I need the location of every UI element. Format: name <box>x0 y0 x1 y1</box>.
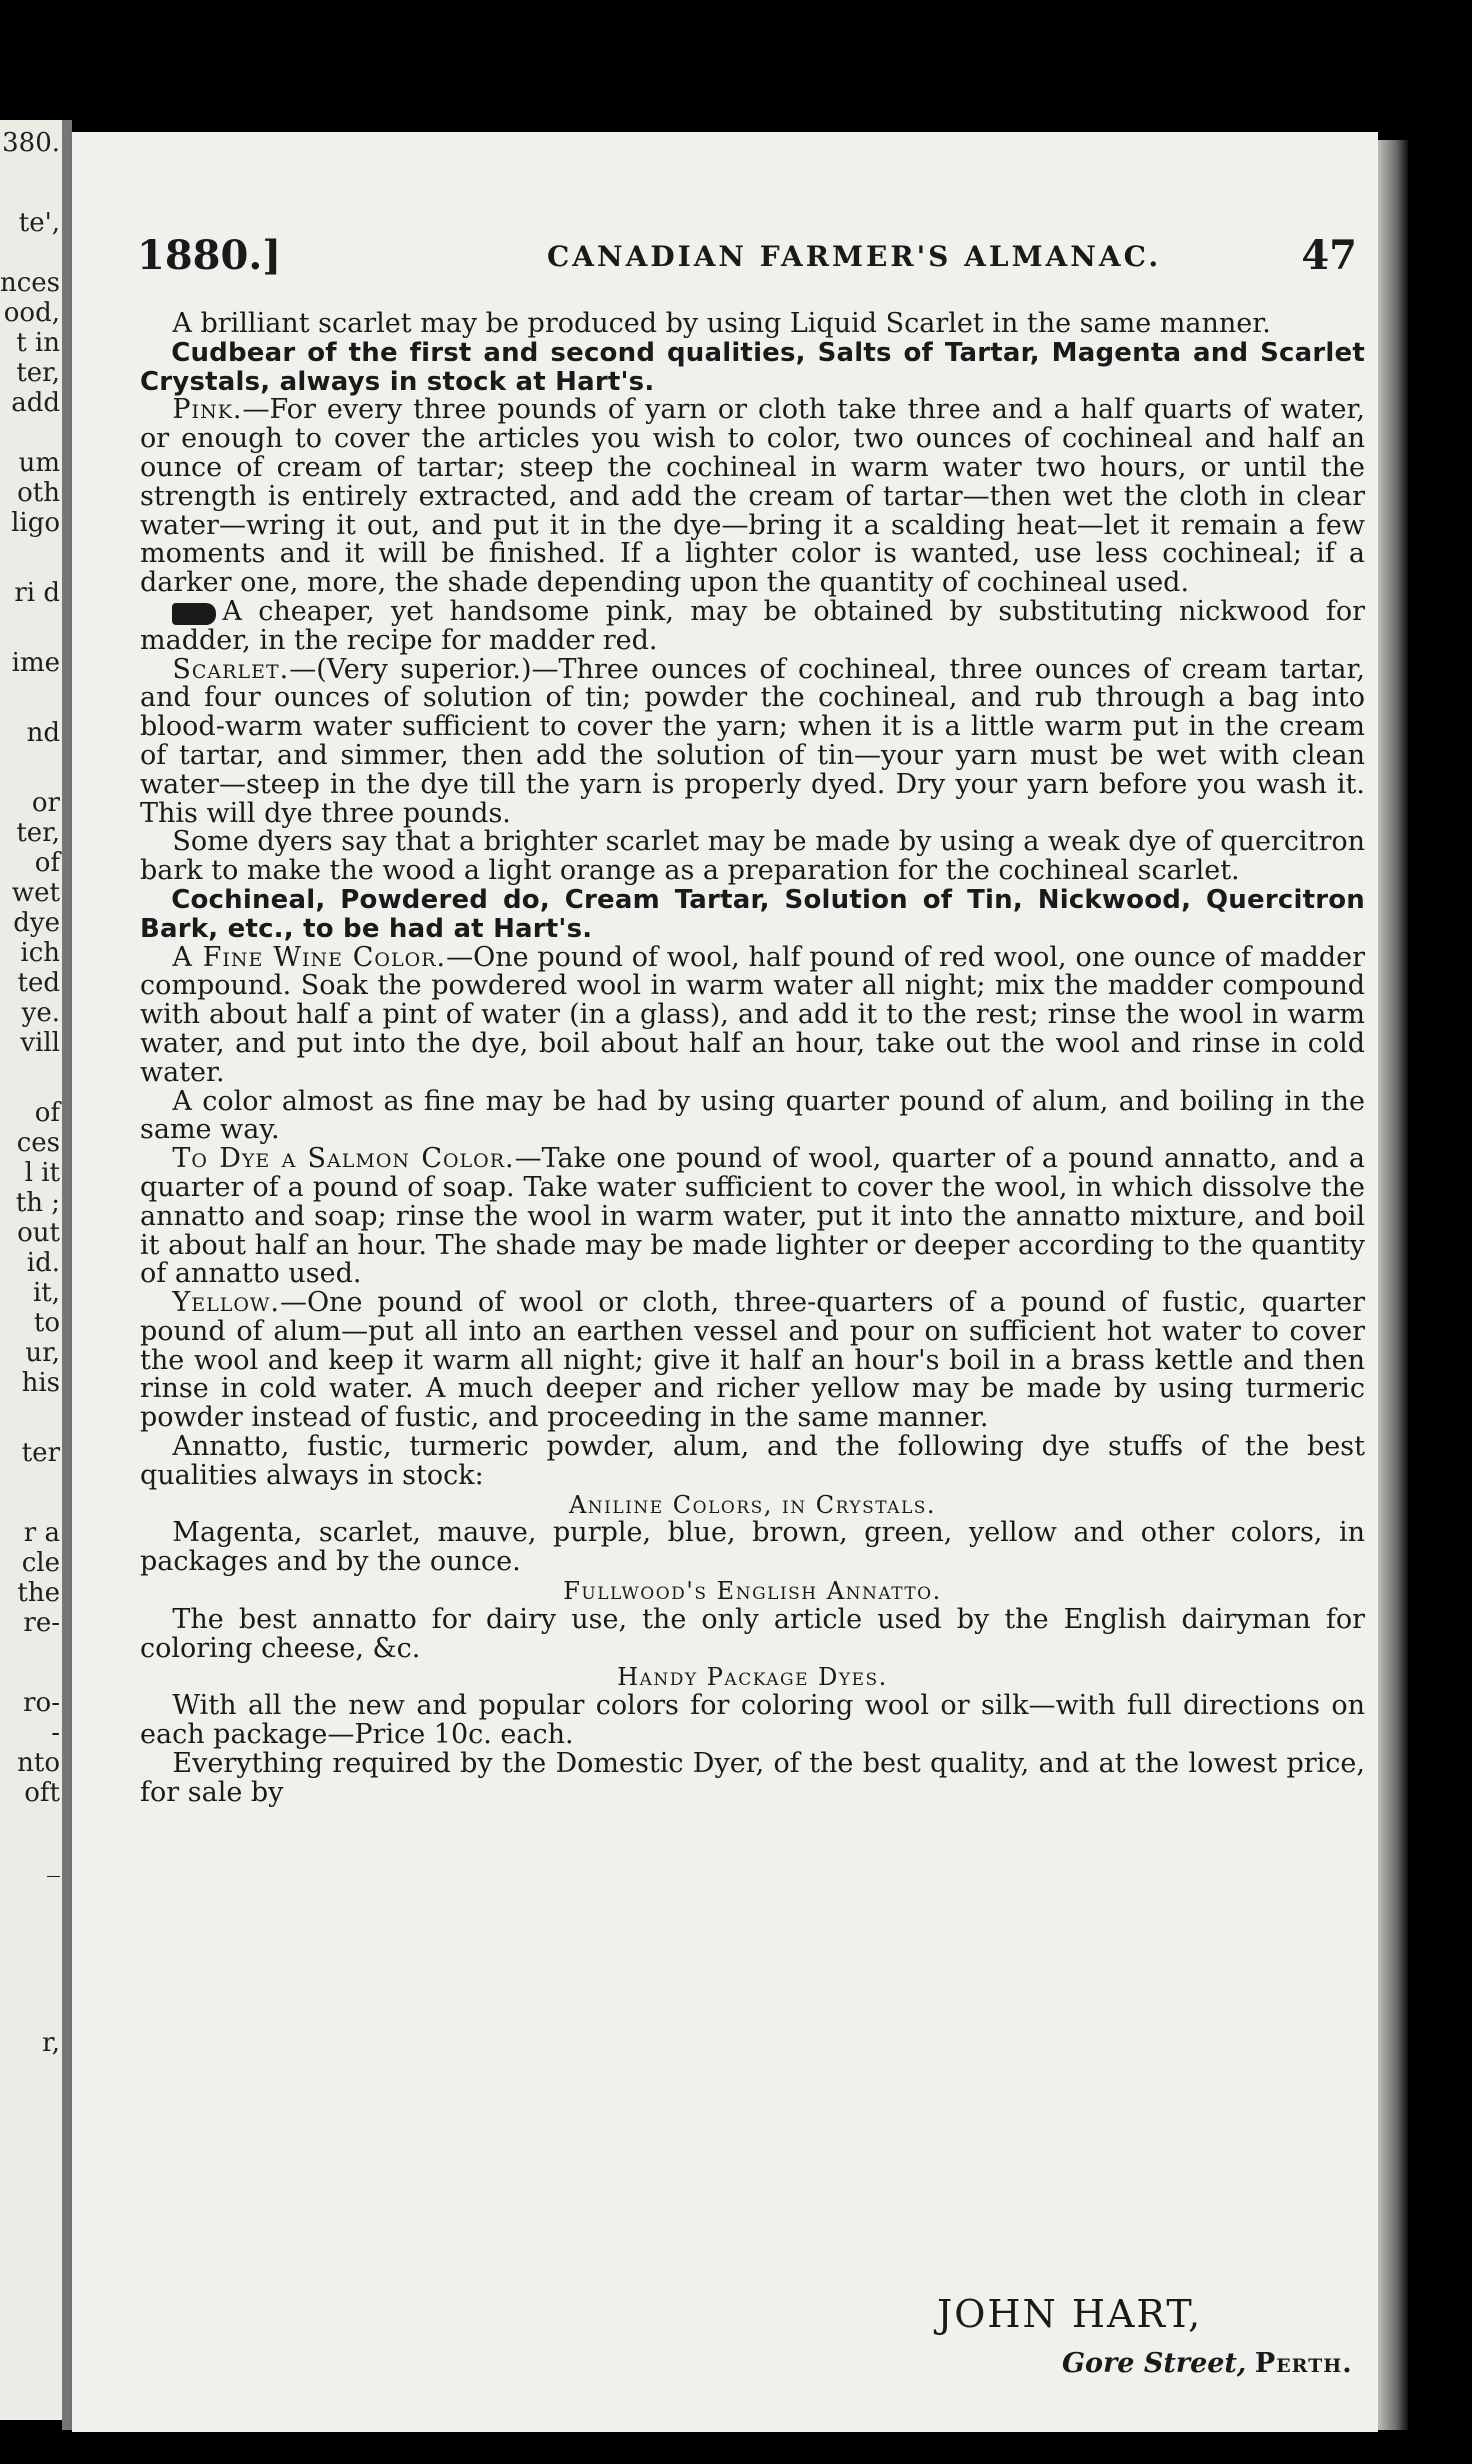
page-gutter <box>62 120 72 2430</box>
left-fragment: wet <box>11 878 60 908</box>
left-fragment: ces <box>16 1128 60 1158</box>
left-fragment: t in <box>16 328 60 358</box>
running-head <box>137 232 1357 282</box>
recipe-scarlet <box>140 653 1365 829</box>
recipe-text: —Take one pound of wool, quarter of a pound annatto, and a quarter of a pound of soap. Take water sufficient to cover the wool, in which dissolve the annatto and soap; rinse the wool in warm water, put it into the annatto mixture, and boil it about half an hour. The shade may be made lighter or deeper according to the quantity of annatto used. <box>140 1143 1365 1290</box>
street: Gore Street, <box>1062 2348 1247 2379</box>
left-fragment: id. <box>26 1248 60 1278</box>
left-fragment: re- <box>23 1608 60 1638</box>
left-fragment: ood, <box>3 298 60 328</box>
left-fragment: ur, <box>25 1338 60 1368</box>
left-fragment: 380. <box>2 128 60 158</box>
article-body <box>140 310 1365 1807</box>
heading-annatto: Fullwood's English Annatto. <box>563 1577 942 1606</box>
left-fragment: of <box>34 848 60 878</box>
left-fragment: add <box>11 388 60 418</box>
paragraph-package-dyes: With all the new and popular colors for coloring wool or silk—with full directions on each package—Price 10c. each. <box>140 1690 1365 1751</box>
recipe-label: To Dye a Salmon Color. <box>172 1143 515 1175</box>
recipe-label: Yellow. <box>172 1287 281 1319</box>
left-fragment: ter, <box>16 818 60 848</box>
left-fragment: ye. <box>21 998 60 1028</box>
left-fragment: - <box>51 1718 60 1748</box>
page-number: 47 <box>1301 232 1357 279</box>
heading-package-dyes: Handy Package Dyes. <box>617 1663 888 1692</box>
left-fragment: _ <box>47 1848 60 1878</box>
left-fragment: nd <box>26 718 60 748</box>
left-fragment: te', <box>18 208 60 238</box>
note-text: A cheaper, yet handsome pink, may be obtained by substituting nickwood for madder, in the recipe for madder red. <box>140 595 1365 656</box>
left-fragment: the <box>17 1578 60 1608</box>
left-fragment: r, <box>42 2028 60 2058</box>
header-title: CANADIAN FARMER'S ALMANAC. <box>547 240 1162 273</box>
paragraph-liquid-scarlet: A brilliant scarlet may be produced by using Liquid Scarlet in the same manner. <box>172 308 1271 339</box>
heading-aniline: Aniline Colors, in Crystals. <box>568 1490 937 1519</box>
left-fragment: l it <box>24 1158 60 1188</box>
paragraph-aniline: Magenta, scarlet, mauve, purple, blue, brown, green, yellow and other colors, in packages and by the ounce. <box>140 1517 1365 1578</box>
left-fragment: cle <box>21 1548 60 1578</box>
left-fragment: r a <box>23 1518 60 1548</box>
left-fragment: his <box>21 1368 60 1398</box>
left-fragment: ro- <box>23 1688 60 1718</box>
left-fragment: ime <box>11 648 60 678</box>
recipe-label: A Fine Wine Color. <box>172 941 447 973</box>
recipe-text: —(Very superior.)—Three ounces of cochineal, three ounces of cream tartar, and four ounces of solution of tin; powder the cochineal, and rub through a bag into blood-warm water sufficient to cover the yarn; when it is a little warm put in the cream of tartar, and simmer, then add the solution of tin—your yarn must be wet with clean water—steep in the dye till the yarn is properly dyed. Dry your yarn before you wash it. This will dye three pounds. <box>140 653 1365 829</box>
recipe-wine-color <box>140 941 1365 1088</box>
left-fragment: oth <box>17 478 60 508</box>
almanac-page <box>72 132 1378 2432</box>
paragraph-annatto: The best annatto for dairy use, the only article used by the English dairyman for coloring cheese, &c. <box>140 1603 1365 1664</box>
advert-cochineal: Cochineal, Powdered do, Cream Tartar, Solution of Tin, Nickwood, Quercitron Bark, etc., to be had at Hart's. <box>140 884 1365 944</box>
recipe-yellow <box>140 1289 1365 1433</box>
merchant-address <box>1062 2348 1353 2379</box>
recipe-text: —For every three pounds of yarn or cloth take three and a half quarts of water, or enough to cover the articles you wish to color, two ounces of cochineal and half an ounce of cream of tartar; steep the cochineal in warm water two hours, or until the strength is entirely extracted, and add the cream of tartar—then wet the cloth in clear water—wring it out, and put it in the dye—bring it a scalding heat—let it remain a few moments and it will be finished. If a lighter color is wanted, use less cochineal; if a darker one, more, the shade depending upon the quantity of cochineal used. <box>140 394 1365 599</box>
left-fragment: ter <box>21 1438 60 1468</box>
left-fragment: it, <box>32 1278 60 1308</box>
left-fragment: oft <box>24 1778 60 1808</box>
recipe-label: Scarlet. <box>172 653 290 685</box>
page-edge-shadow <box>1378 140 1408 2430</box>
left-fragment: th ; <box>15 1188 60 1218</box>
recipe-text: —One pound of wool or cloth, three-quarters of a pound of fustic, quarter pound of alum—put all into an earthen vessel and pour on sufficient hot water to cover the wool and keep it warm all night; give it half an hour's boil in a brass kettle and then rinse in cold water. A much deeper and richer yellow may be made by using turmeric powder instead of fustic, and proceeding in the same manner. <box>140 1287 1365 1434</box>
paragraph-for-sale: Everything required by the Domestic Dyer, of the best quality, and at the lowest price, for sale by <box>140 1747 1365 1808</box>
left-fragment: ri d <box>14 578 60 608</box>
left-fragment: dye <box>13 908 60 938</box>
header-year: 1880.] <box>137 232 282 279</box>
left-fragment: ter, <box>16 358 60 388</box>
left-fragment: vill <box>20 1028 60 1058</box>
recipe-salmon-color <box>140 1145 1365 1289</box>
paragraph-alum: A color almost as fine may be had by using quarter pound of alum, and boiling in the same way. <box>140 1085 1365 1146</box>
merchant-name: JOHN HART, <box>937 2292 1203 2336</box>
left-fragment: out <box>17 1218 60 1248</box>
left-fragment: ligo <box>11 508 60 538</box>
paragraph-brighter-scarlet: Some dyers say that a brighter scarlet may be made by using a weak dye of quercitron bark to make the wood a light orange as a preparation for the cochineal scarlet. <box>140 826 1365 887</box>
advert-cudbear: Cudbear of the first and second qualities, Salts of Tartar, Magenta and Scarlet Crystals, always in stock at Hart's. <box>140 337 1365 397</box>
left-fragment: or <box>31 788 60 818</box>
left-fragment: of <box>34 1098 60 1128</box>
paragraph-in-stock: Annatto, fustic, turmeric powder, alum, and the following dye stuffs of the best qualities always in stock: <box>140 1431 1365 1491</box>
left-fragment: ted <box>17 968 60 998</box>
left-fragment: nces <box>0 268 60 298</box>
town: Perth. <box>1254 2348 1353 2379</box>
left-fragment: to <box>33 1308 60 1338</box>
recipe-label: Pink. <box>172 394 243 426</box>
left-fragment: ich <box>20 938 60 968</box>
note-cheaper-pink <box>140 595 1365 656</box>
recipe-pink <box>140 396 1365 598</box>
pointing-hand-icon <box>172 603 216 625</box>
adjacent-page-fragment <box>0 120 62 2420</box>
left-fragment: um <box>18 448 60 478</box>
left-fragment: nto <box>17 1748 60 1778</box>
recipe-text: —One pound of wool, half pound of red wool, one ounce of madder compound. Soak the powdered wool in warm water all night; mix the madder compound with about half a pint of water (in a glass), and add it to the rest; rinse the wool in warm water, and put into the dye, boil about half an hour, take out the wool and rinse in cold water. <box>140 941 1365 1088</box>
